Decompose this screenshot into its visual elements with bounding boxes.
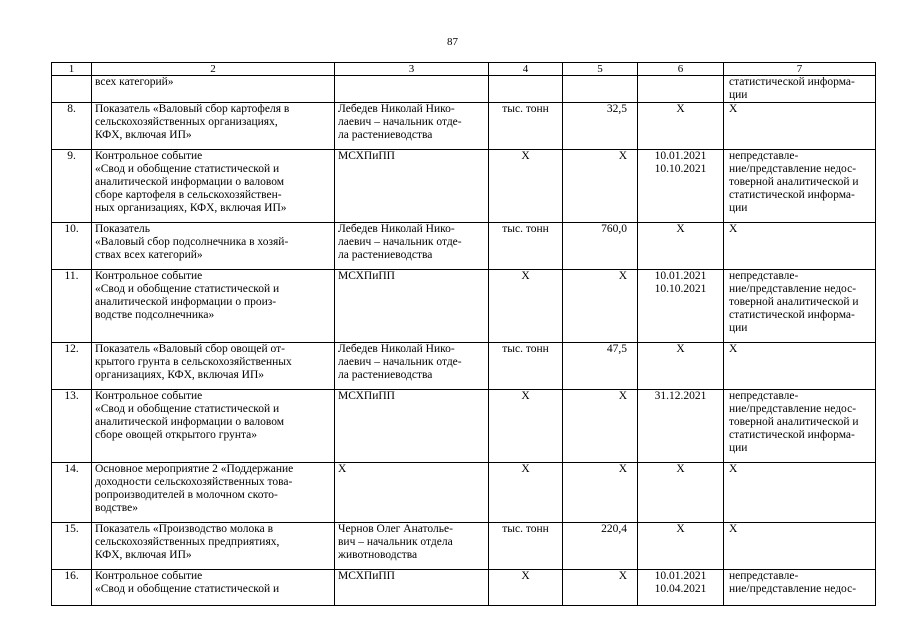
responsible-person-cell bbox=[335, 570, 489, 606]
row-number: 15. bbox=[64, 523, 79, 535]
unit-of-measure-cell bbox=[489, 463, 563, 523]
row-number: 13. bbox=[64, 390, 79, 402]
event-date-cell bbox=[638, 523, 724, 570]
unit-of-measure-cell bbox=[489, 570, 563, 606]
row-number-cell bbox=[52, 390, 92, 463]
page-number: 87 bbox=[447, 36, 458, 48]
unit-of-measure-cell bbox=[489, 103, 563, 150]
risk-description-cell bbox=[724, 390, 876, 463]
risk-description-cell bbox=[724, 76, 876, 103]
unit-of-measure: Х bbox=[521, 570, 530, 582]
unit-of-measure: Х bbox=[521, 390, 530, 402]
indicator-name: Показатель «Валовый сбор подсолнечника в хозяй- ствах всех категорий» bbox=[95, 223, 289, 261]
column-header: 3 bbox=[335, 63, 489, 76]
event-date: Х bbox=[676, 523, 685, 535]
column-header: 7 bbox=[724, 63, 876, 76]
indicator-value: 32,5 bbox=[606, 103, 627, 115]
risk-description: Х bbox=[729, 523, 738, 535]
event-date-cell bbox=[638, 150, 724, 223]
row-number-cell bbox=[52, 103, 92, 150]
indicator-value: Х bbox=[618, 390, 627, 402]
indicator-name-cell bbox=[92, 76, 335, 103]
indicator-name: Контрольное событие «Свод и обобщение статистической и аналитической информации о валовом сборе картофеля в сельскохозяйствен- ных организациях, КФХ, включая ИП» bbox=[95, 150, 287, 214]
event-date-cell bbox=[638, 463, 724, 523]
risk-description: непредставле- ние/представление недос- товерной аналитической и статистической информа- ции bbox=[729, 150, 859, 214]
event-date: 10.01.2021 10.04.2021 bbox=[654, 570, 707, 595]
responsible-person: МСХПиПП bbox=[338, 390, 395, 402]
risk-description-cell bbox=[724, 223, 876, 270]
row-number-cell bbox=[52, 570, 92, 606]
event-date-cell bbox=[638, 390, 724, 463]
indicator-name-cell bbox=[92, 523, 335, 570]
table-row bbox=[52, 343, 876, 390]
column-header: 2 bbox=[92, 63, 335, 76]
unit-of-measure-cell bbox=[489, 223, 563, 270]
responsible-person: МСХПиПП bbox=[338, 570, 395, 582]
indicator-value-cell bbox=[563, 343, 638, 390]
risk-description: непредставле- ние/представление недос- bbox=[729, 570, 857, 595]
risk-description: статистической информа- ции bbox=[729, 76, 855, 101]
indicator-value: Х bbox=[618, 463, 627, 475]
column-header: 6 bbox=[638, 63, 724, 76]
responsible-person-cell bbox=[335, 76, 489, 103]
column-header: 4 bbox=[489, 63, 563, 76]
table-row bbox=[52, 463, 876, 523]
indicator-name-cell bbox=[92, 463, 335, 523]
row-number: 14. bbox=[64, 463, 79, 475]
table-row bbox=[52, 76, 876, 103]
unit-of-measure-cell bbox=[489, 523, 563, 570]
indicator-value-cell bbox=[563, 103, 638, 150]
indicator-name-cell bbox=[92, 270, 335, 343]
indicator-value: Х bbox=[618, 570, 627, 582]
unit-of-measure: тыс. тонн bbox=[502, 223, 549, 235]
risk-description-cell bbox=[724, 103, 876, 150]
risk-description: непредставле- ние/представление недос- товерной аналитической и статистической информа- ции bbox=[729, 390, 859, 454]
responsible-person-cell bbox=[335, 390, 489, 463]
table-row bbox=[52, 150, 876, 223]
indicator-value-cell bbox=[563, 270, 638, 343]
indicator-value-cell bbox=[563, 76, 638, 103]
indicator-value-cell bbox=[563, 390, 638, 463]
responsible-person-cell bbox=[335, 343, 489, 390]
indicator-name: Контрольное событие «Свод и обобщение статистической и аналитической информации о произ- водстве подсолнечника» bbox=[95, 270, 280, 321]
event-date-cell bbox=[638, 570, 724, 606]
indicator-name: Контрольное событие «Свод и обобщение статистической и bbox=[95, 570, 280, 595]
event-date-cell bbox=[638, 103, 724, 150]
indicator-name: Показатель «Валовый сбор картофеля в сельскохозяйственных организациях, КФХ, включая ИП» bbox=[95, 103, 290, 141]
unit-of-measure: Х bbox=[521, 463, 530, 475]
row-number: 12. bbox=[64, 343, 79, 355]
row-number-cell bbox=[52, 150, 92, 223]
risk-description: непредставле- ние/представление недос- товерной аналитической и статистической информа- ции bbox=[729, 270, 859, 334]
indicator-name: всех категорий» bbox=[95, 76, 174, 88]
table-row bbox=[52, 223, 876, 270]
indicator-value-cell bbox=[563, 463, 638, 523]
unit-of-measure: Х bbox=[521, 270, 530, 282]
responsible-person: МСХПиПП bbox=[338, 150, 395, 162]
unit-of-measure: тыс. тонн bbox=[502, 343, 549, 355]
unit-of-measure: тыс. тонн bbox=[502, 103, 549, 115]
column-header: 1 bbox=[52, 63, 92, 76]
event-date-cell bbox=[638, 270, 724, 343]
indicator-value-cell bbox=[563, 570, 638, 606]
risk-description-cell bbox=[724, 463, 876, 523]
responsible-person-cell bbox=[335, 150, 489, 223]
row-number-cell bbox=[52, 343, 92, 390]
risk-description-cell bbox=[724, 150, 876, 223]
table-row bbox=[52, 523, 876, 570]
table-header-row bbox=[52, 63, 876, 76]
event-date: Х bbox=[676, 463, 685, 475]
unit-of-measure: тыс. тонн bbox=[502, 523, 549, 535]
row-number: 16. bbox=[64, 570, 79, 582]
indicator-value: Х bbox=[618, 270, 627, 282]
table-row bbox=[52, 390, 876, 463]
unit-of-measure-cell bbox=[489, 343, 563, 390]
row-number-cell bbox=[52, 270, 92, 343]
risk-description: Х bbox=[729, 463, 738, 475]
unit-of-measure-cell bbox=[489, 76, 563, 103]
document-table bbox=[51, 62, 876, 606]
unit-of-measure-cell bbox=[489, 390, 563, 463]
event-date: Х bbox=[676, 223, 685, 235]
risk-description-cell bbox=[724, 570, 876, 606]
indicator-name: Контрольное событие «Свод и обобщение статистической и аналитической информации о валовом сборе овощей открытого грунта» bbox=[95, 390, 285, 441]
risk-description: Х bbox=[729, 343, 738, 355]
risk-description-cell bbox=[724, 523, 876, 570]
indicator-value: 760,0 bbox=[601, 223, 627, 235]
event-date-cell bbox=[638, 343, 724, 390]
responsible-person: Х bbox=[338, 463, 347, 475]
indicator-name-cell bbox=[92, 343, 335, 390]
unit-of-measure-cell bbox=[489, 150, 563, 223]
table-row bbox=[52, 270, 876, 343]
responsible-person-cell bbox=[335, 523, 489, 570]
row-number: 10. bbox=[64, 223, 79, 235]
event-date: Х bbox=[676, 103, 685, 115]
risk-description: Х bbox=[729, 103, 738, 115]
responsible-person-cell bbox=[335, 103, 489, 150]
row-number-cell bbox=[52, 523, 92, 570]
indicator-value-cell bbox=[563, 150, 638, 223]
indicator-name: Основное мероприятие 2 «Поддержание доходности сельскохозяйственных това- ропроизводителей в молочном ското- водстве» bbox=[95, 463, 294, 514]
indicator-value: Х bbox=[618, 150, 627, 162]
row-number: 9. bbox=[67, 150, 76, 162]
indicator-name-cell bbox=[92, 103, 335, 150]
responsible-person-cell bbox=[335, 223, 489, 270]
responsible-person: Лебедев Николай Нико- лаевич – начальник отде- ла растениеводства bbox=[338, 223, 462, 261]
event-date: 31.12.2021 bbox=[654, 390, 707, 402]
event-date-cell bbox=[638, 76, 724, 103]
table-row bbox=[52, 103, 876, 150]
responsible-person: Лебедев Николай Нико- лаевич – начальник отде- ла растениеводства bbox=[338, 343, 462, 381]
row-number: 8. bbox=[67, 103, 76, 115]
column-header: 5 bbox=[563, 63, 638, 76]
indicator-name-cell bbox=[92, 570, 335, 606]
event-date: 10.01.2021 10.10.2021 bbox=[654, 150, 707, 175]
indicator-name-cell bbox=[92, 150, 335, 223]
event-date: 10.01.2021 10.10.2021 bbox=[654, 270, 707, 295]
responsible-person: Лебедев Николай Нико- лаевич – начальник отде- ла растениеводства bbox=[338, 103, 462, 141]
unit-of-measure-cell bbox=[489, 270, 563, 343]
indicator-name-cell bbox=[92, 223, 335, 270]
row-number-cell bbox=[52, 223, 92, 270]
responsible-person: Чернов Олег Анатолье- вич – начальник отдела животноводства bbox=[338, 523, 453, 561]
event-date-cell bbox=[638, 223, 724, 270]
unit-of-measure: Х bbox=[521, 150, 530, 162]
responsible-person: МСХПиПП bbox=[338, 270, 395, 282]
row-number: 11. bbox=[64, 270, 79, 282]
indicator-value: 220,4 bbox=[601, 523, 627, 535]
indicator-name: Показатель «Валовый сбор овощей от- крытого грунта в сельскохозяйственных организациях, КФХ, включая ИП» bbox=[95, 343, 292, 381]
risk-description: Х bbox=[729, 223, 738, 235]
risk-description-cell bbox=[724, 270, 876, 343]
risk-description-cell bbox=[724, 343, 876, 390]
indicator-name-cell bbox=[92, 390, 335, 463]
responsible-person-cell bbox=[335, 270, 489, 343]
indicator-value-cell bbox=[563, 523, 638, 570]
event-date: Х bbox=[676, 343, 685, 355]
table-row bbox=[52, 570, 876, 606]
row-number-cell bbox=[52, 463, 92, 523]
indicator-value: 47,5 bbox=[606, 343, 627, 355]
indicator-name: Показатель «Производство молока в сельскохозяйственных предприятиях, КФХ, включая ИП» bbox=[95, 523, 280, 561]
indicator-value-cell bbox=[563, 223, 638, 270]
responsible-person-cell bbox=[335, 463, 489, 523]
row-number-cell bbox=[52, 76, 92, 103]
